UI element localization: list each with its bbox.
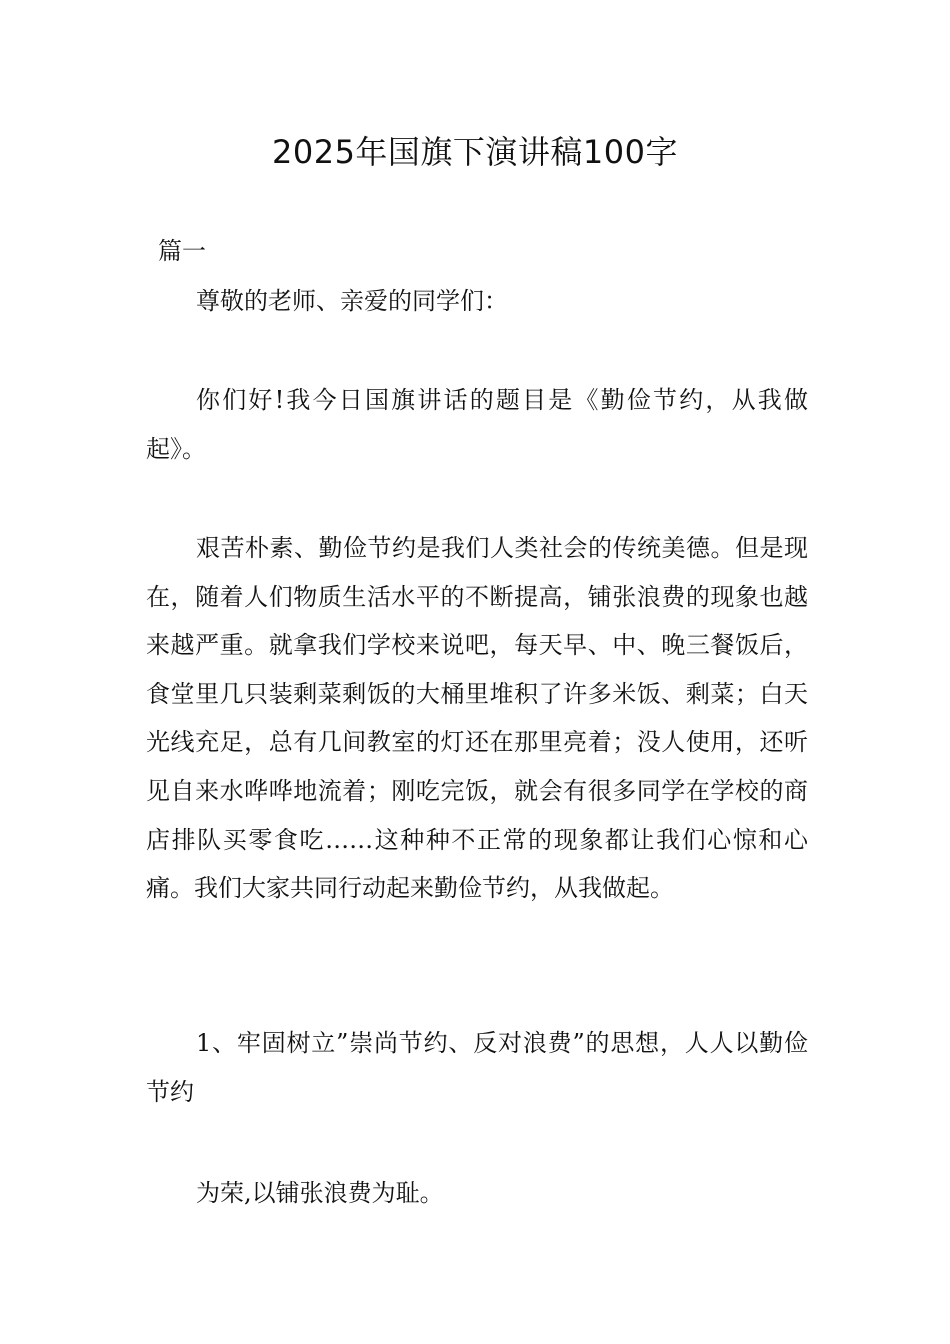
paragraph-point-1: 1、牢固树立”崇尚节约、反对浪费”的思想，人人以勤俭节约: [146, 1029, 808, 1106]
paragraph-body: 艰苦朴素、勤俭节约是我们人类社会的传统美德。但是现在，随着人们物质生活水平的不断提高，铺张浪费的现象也越来越严重。就拿我们学校来说吧，每天早、中、晚三餐饭后，食堂里几只装剩菜剩饭的大桶里堆积了许多米饭、剩菜；白天光线充足，总有几间教室的灯还在那里亮着；没人使用，还听见自来水哗哗地流着；刚吃完饭，就会有很多同学在学校的商店排队买零食吃……这种种不正常的现象都让我们心惊和心痛。我们大家共同行动起来勤俭节约，从我做起。: [146, 534, 808, 903]
paragraph-intro: 你们好!我今日国旗讲话的题目是《勤俭节约，从我做起》。: [146, 386, 808, 463]
paragraph-point-1-continued: 为荣,以铺张浪费为耻。: [196, 1179, 444, 1207]
document-title: 2025年国旗下演讲稿100字: [271, 133, 679, 171]
paragraph-greeting: 尊敬的老师、亲爱的同学们：: [196, 287, 508, 315]
section-label: 篇一: [158, 237, 206, 265]
